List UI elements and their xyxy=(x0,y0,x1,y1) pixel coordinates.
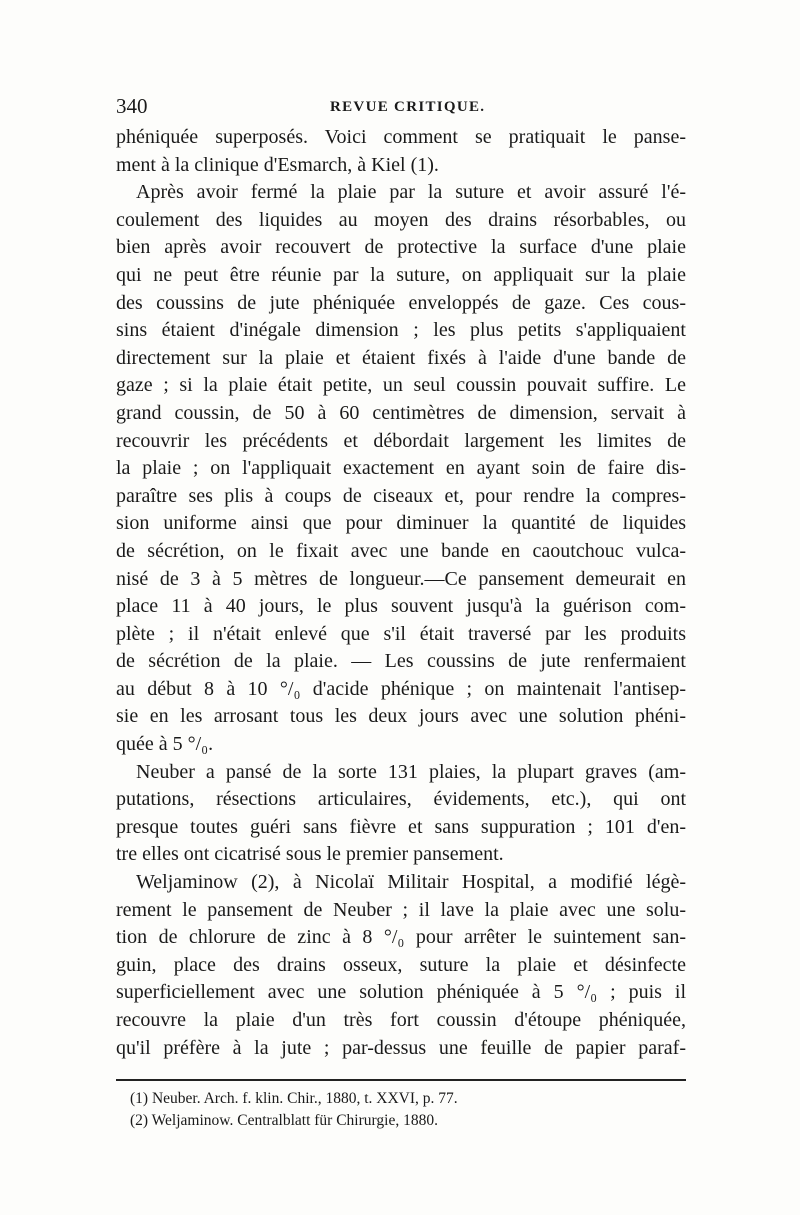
text-line: grand coussin, de 50 à 60 centimètres de dimension, servait à xyxy=(116,401,686,424)
text-line: paraître ses plis à coups de ciseaux et, pour rendre la compres- xyxy=(116,484,686,507)
footnote-rule xyxy=(116,1079,686,1081)
text-line: Neuber a pansé de la sorte 131 plaies, la plupart graves (am- xyxy=(136,760,686,783)
text-line: phéniquée superposés. Voici comment se pratiquait le panse- xyxy=(116,126,686,148)
running-head: REVUE CRITIQUE. xyxy=(330,99,486,115)
text-line: sion uniforme ainsi que pour diminuer la quantité de liquides xyxy=(116,512,686,535)
text-line: au début 8 à 10 °/₀ d'acide phénique ; on maintenait l'antisep- xyxy=(116,677,686,700)
text-line: bien après avoir recouvert de protective la surface d'une plaie xyxy=(116,236,686,259)
text-line: putations, résections articulaires, évidements, etc.), qui ont xyxy=(116,788,686,811)
page-number: 340 xyxy=(116,94,148,118)
text-line: coulement des liquides au moyen des drains résorbables, ou xyxy=(116,208,686,231)
text-line: quée à 5 °/₀. xyxy=(116,733,214,756)
text-line: superficiellement avec une solution phéniquée à 5 °/₀ ; puis il xyxy=(116,981,686,1004)
text-line: gaze ; si la plaie était petite, un seul coussin pouvait suffire. Le xyxy=(116,374,686,397)
text-line: des coussins de jute phéniquée enveloppés de gaze. Ces cous- xyxy=(116,291,686,314)
text-line: sie en les arrosant tous les deux jours avec une solution phéni- xyxy=(116,705,686,728)
text-line: tre elles ont cicatrisé sous le premier pansement. xyxy=(116,843,504,866)
text-line: tion de chlorure de zinc à 8 °/₀ pour arrêter le suintement san- xyxy=(116,926,686,949)
text-line: Weljaminow (2), à Nicolaï Militair Hospital, a modifié légè- xyxy=(136,871,686,894)
text-line: plète ; il n'était enlevé que s'il était traversé par les produits xyxy=(116,622,686,645)
text-line: directement sur la plaie et étaient fixés à l'aide d'une bande de xyxy=(116,346,686,369)
text-line: qu'il préfère à la jute ; par-dessus une feuille de papier paraf- xyxy=(116,1036,686,1059)
text-line: ment à la clinique d'Esmarch, à Kiel (1). xyxy=(116,153,439,176)
text-line: sins étaient d'inégale dimension ; les plus petits s'appliquaient xyxy=(116,319,686,342)
text-line: la plaie ; on l'appliquait exactement en ayant soin de faire dis- xyxy=(116,457,686,480)
body-text xyxy=(116,124,686,1062)
text-line: recouvrir les précédents et débordait largement les limites de xyxy=(116,429,686,452)
text-line: recouvre la plaie d'un très fort coussin d'étoupe phéniquée, xyxy=(116,1009,686,1031)
text-line: guin, place des drains osseux, suture la plaie et désinfecte xyxy=(116,953,686,976)
text-line: presque toutes guéri sans fièvre et sans suppuration ; 101 d'en- xyxy=(116,815,686,838)
page-header xyxy=(116,94,686,120)
text-line: rement le pansement de Neuber ; il lave la plaie avec une solu- xyxy=(116,898,686,921)
text-line: Après avoir fermé la plaie par la suture et avoir assuré l'é- xyxy=(136,181,686,204)
text-line: nisé de 3 à 5 mètres de longueur.—Ce pansement demeurait en xyxy=(116,567,686,590)
footnote-1: (1) Neuber. Arch. f. klin. Chir., 1880, t. XXVI, p. 77. xyxy=(130,1090,458,1107)
footnotes xyxy=(130,1088,670,1132)
footnote-2: (2) Weljaminow. Centralblatt für Chirurgie, 1880. xyxy=(130,1112,438,1129)
text-line: de sécrétion, on le fixait avec une bande en caoutchouc vulca- xyxy=(116,539,686,562)
text-line: qui ne peut être réunie par la suture, on appliquait sur la plaie xyxy=(116,263,686,286)
text-line: place 11 à 40 jours, le plus souvent jusqu'à la guérison com- xyxy=(116,595,686,618)
text-line: de sécrétion de la plaie. — Les coussins de jute renfermaient xyxy=(116,650,686,673)
